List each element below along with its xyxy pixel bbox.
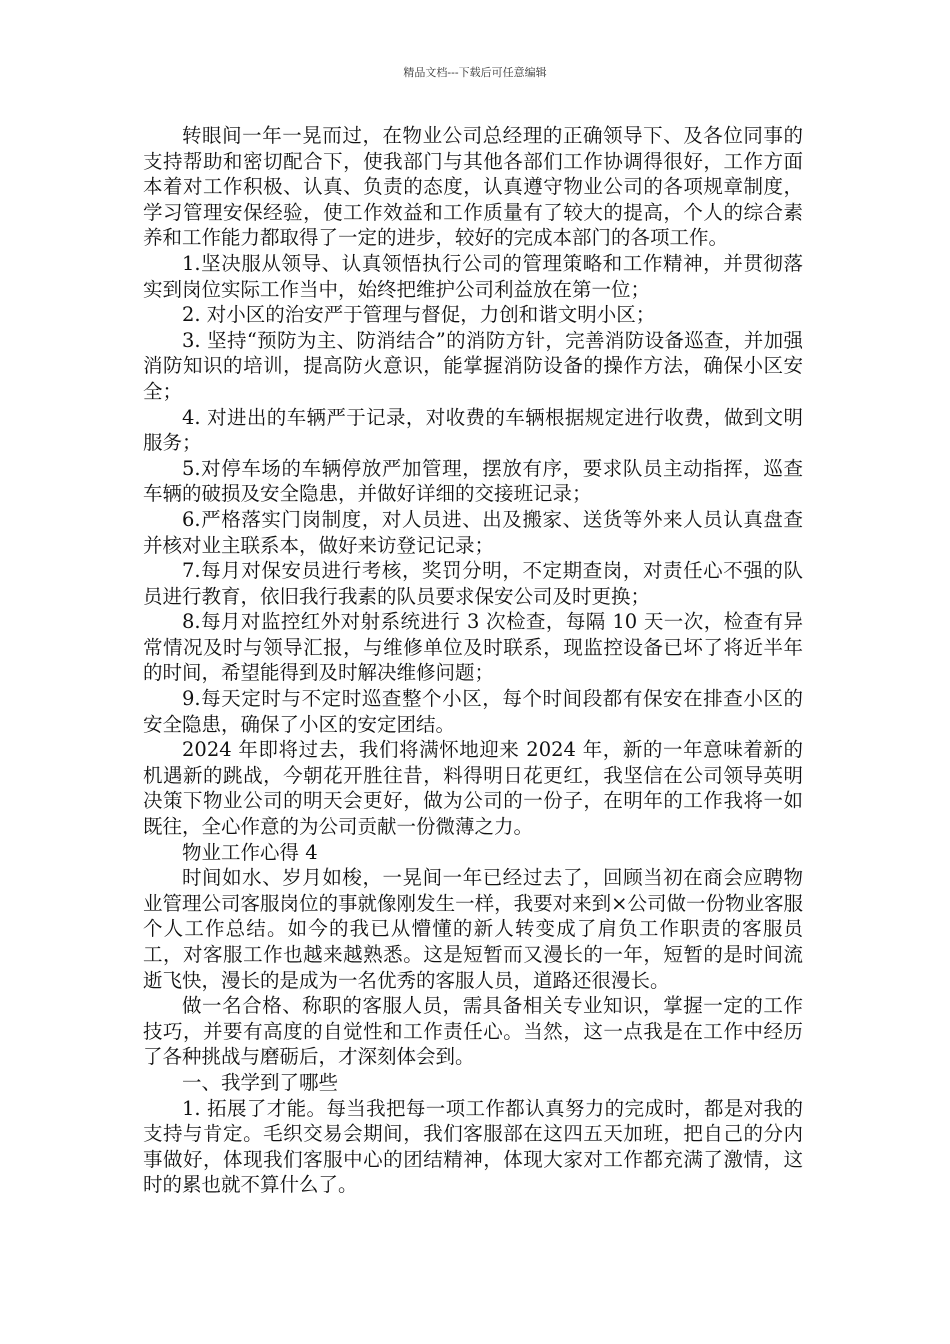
paragraph-item-8: 8.每月对监控红外对射系统进行 3 次检查，每隔 10 天一次，检查有异常情况及时与领导汇报，与维修单位及时联系，现监控设备已坏了将近半年的时间，希望能得到及时解决维修问题； (143, 610, 803, 685)
page-header: 精品文档---下载后可任意编辑 (403, 66, 547, 79)
paragraph-outlook: 2024 年即将过去，我们将满怀地迎来 2024 年，新的一年意味着新的机遇新的跳战，今朝花开胜往昔，料得明日花更红，我坚信在公司领导英明决策下物业公司的明天会更好，做为公司的一份子，在明年的工作我将一如既往，全心作意的为公司贡献一份微薄之力。 (143, 738, 803, 839)
paragraph-item-6: 6.严格落实门岗制度，对人员进、出及搬家、送货等外来人员认真盘查并核对业主联系本，做好来访登记记录； (143, 507, 803, 557)
document-body (143, 123, 803, 1198)
paragraph-learned-1: 1. 拓展了才能。每当我把每一项工作都认真努力的完成时，都是对我的支持与肯定。毛织交易会期间，我们客服部在这四五天加班，把自己的分内事做好，体现我们客服中心的团结精神，体现大家对工作都充满了激情，这时的累也就不算什么了。 (143, 1096, 803, 1197)
paragraph-intro: 转眼间一年一晃而过，在物业公司总经理的正确领导下、及各位同事的支持帮助和密切配合下，使我部门与其他各部们工作协调得很好，工作方面本着对工作积极、认真、负责的态度，认真遵守物业公司的各项规章制度，学习管理安保经验，使工作效益和工作质量有了较大的提高，个人的综合素养和工作能力都取得了一定的进步，较好的完成本部门的各项工作。 (143, 124, 803, 250)
section-heading-4: 物业工作心得 4 (182, 840, 318, 864)
paragraph-item-7: 7.每月对保安员进行考核，奖罚分明，不定期查岗，对责任心不强的队员进行教育，依旧我行我素的队员要求保安公司及时更换； (143, 559, 803, 608)
paragraph-qualified: 做一名合格、称职的客服人员，需具备相关专业知识，掌握一定的工作技巧，并要有高度的自觉性和工作责任心。当然，这一点我是在工作中经历了各种挑战与磨砺后，才深刻体会到。 (143, 994, 803, 1069)
paragraph-item-2: 2. 对小区的治安严于管理与督促，力创和谐文明小区； (182, 303, 656, 327)
paragraph-item-1: 1.坚决服从领导、认真领悟执行公司的管理策略和工作精神，并贯彻落实到岗位实际工作当中，始终把维护公司利益放在第一位； (143, 251, 803, 301)
paragraph-item-9: 9.每天定时与不定时巡查整个小区，每个时间段都有保安在排查小区的安全隐患，确保了小区的安定团结。 (143, 687, 803, 736)
subheading-learned: 一、我学到了哪些 (182, 1070, 339, 1094)
paragraph-item-5: 5.对停车场的车辆停放严加管理，摆放有序，要求队员主动指挥，巡查车辆的破损及安全隐患，并做好详细的交接班记录； (143, 456, 803, 506)
paragraph-item-4: 4. 对进出的车辆严于记录，对收费的车辆根据规定进行收费，做到文明服务； (143, 405, 803, 455)
paragraph-summary: 时间如水、岁月如梭，一晃间一年已经过去了，回顾当初在商会应聘物业管理公司客服岗位的事就像刚发生一样，我要对来到×公司做一份物业客服个人工作总结。如今的我已从懵懂的新人转变成了肩负工作职责的客服员工，对客服工作也越来越熟悉。这是短暂而又漫长的一年，短暂的是时间流逝飞快，漫长的是成为一名优秀的客服人员，道路还很漫长。 (143, 866, 803, 992)
paragraph-item-3: 3. 坚持“预防为主、防消结合”的消防方针，完善消防设备巡查，并加强消防知识的培训，提高防火意识，能掌握消防设备的操作方法，确保小区安全； (143, 328, 803, 403)
